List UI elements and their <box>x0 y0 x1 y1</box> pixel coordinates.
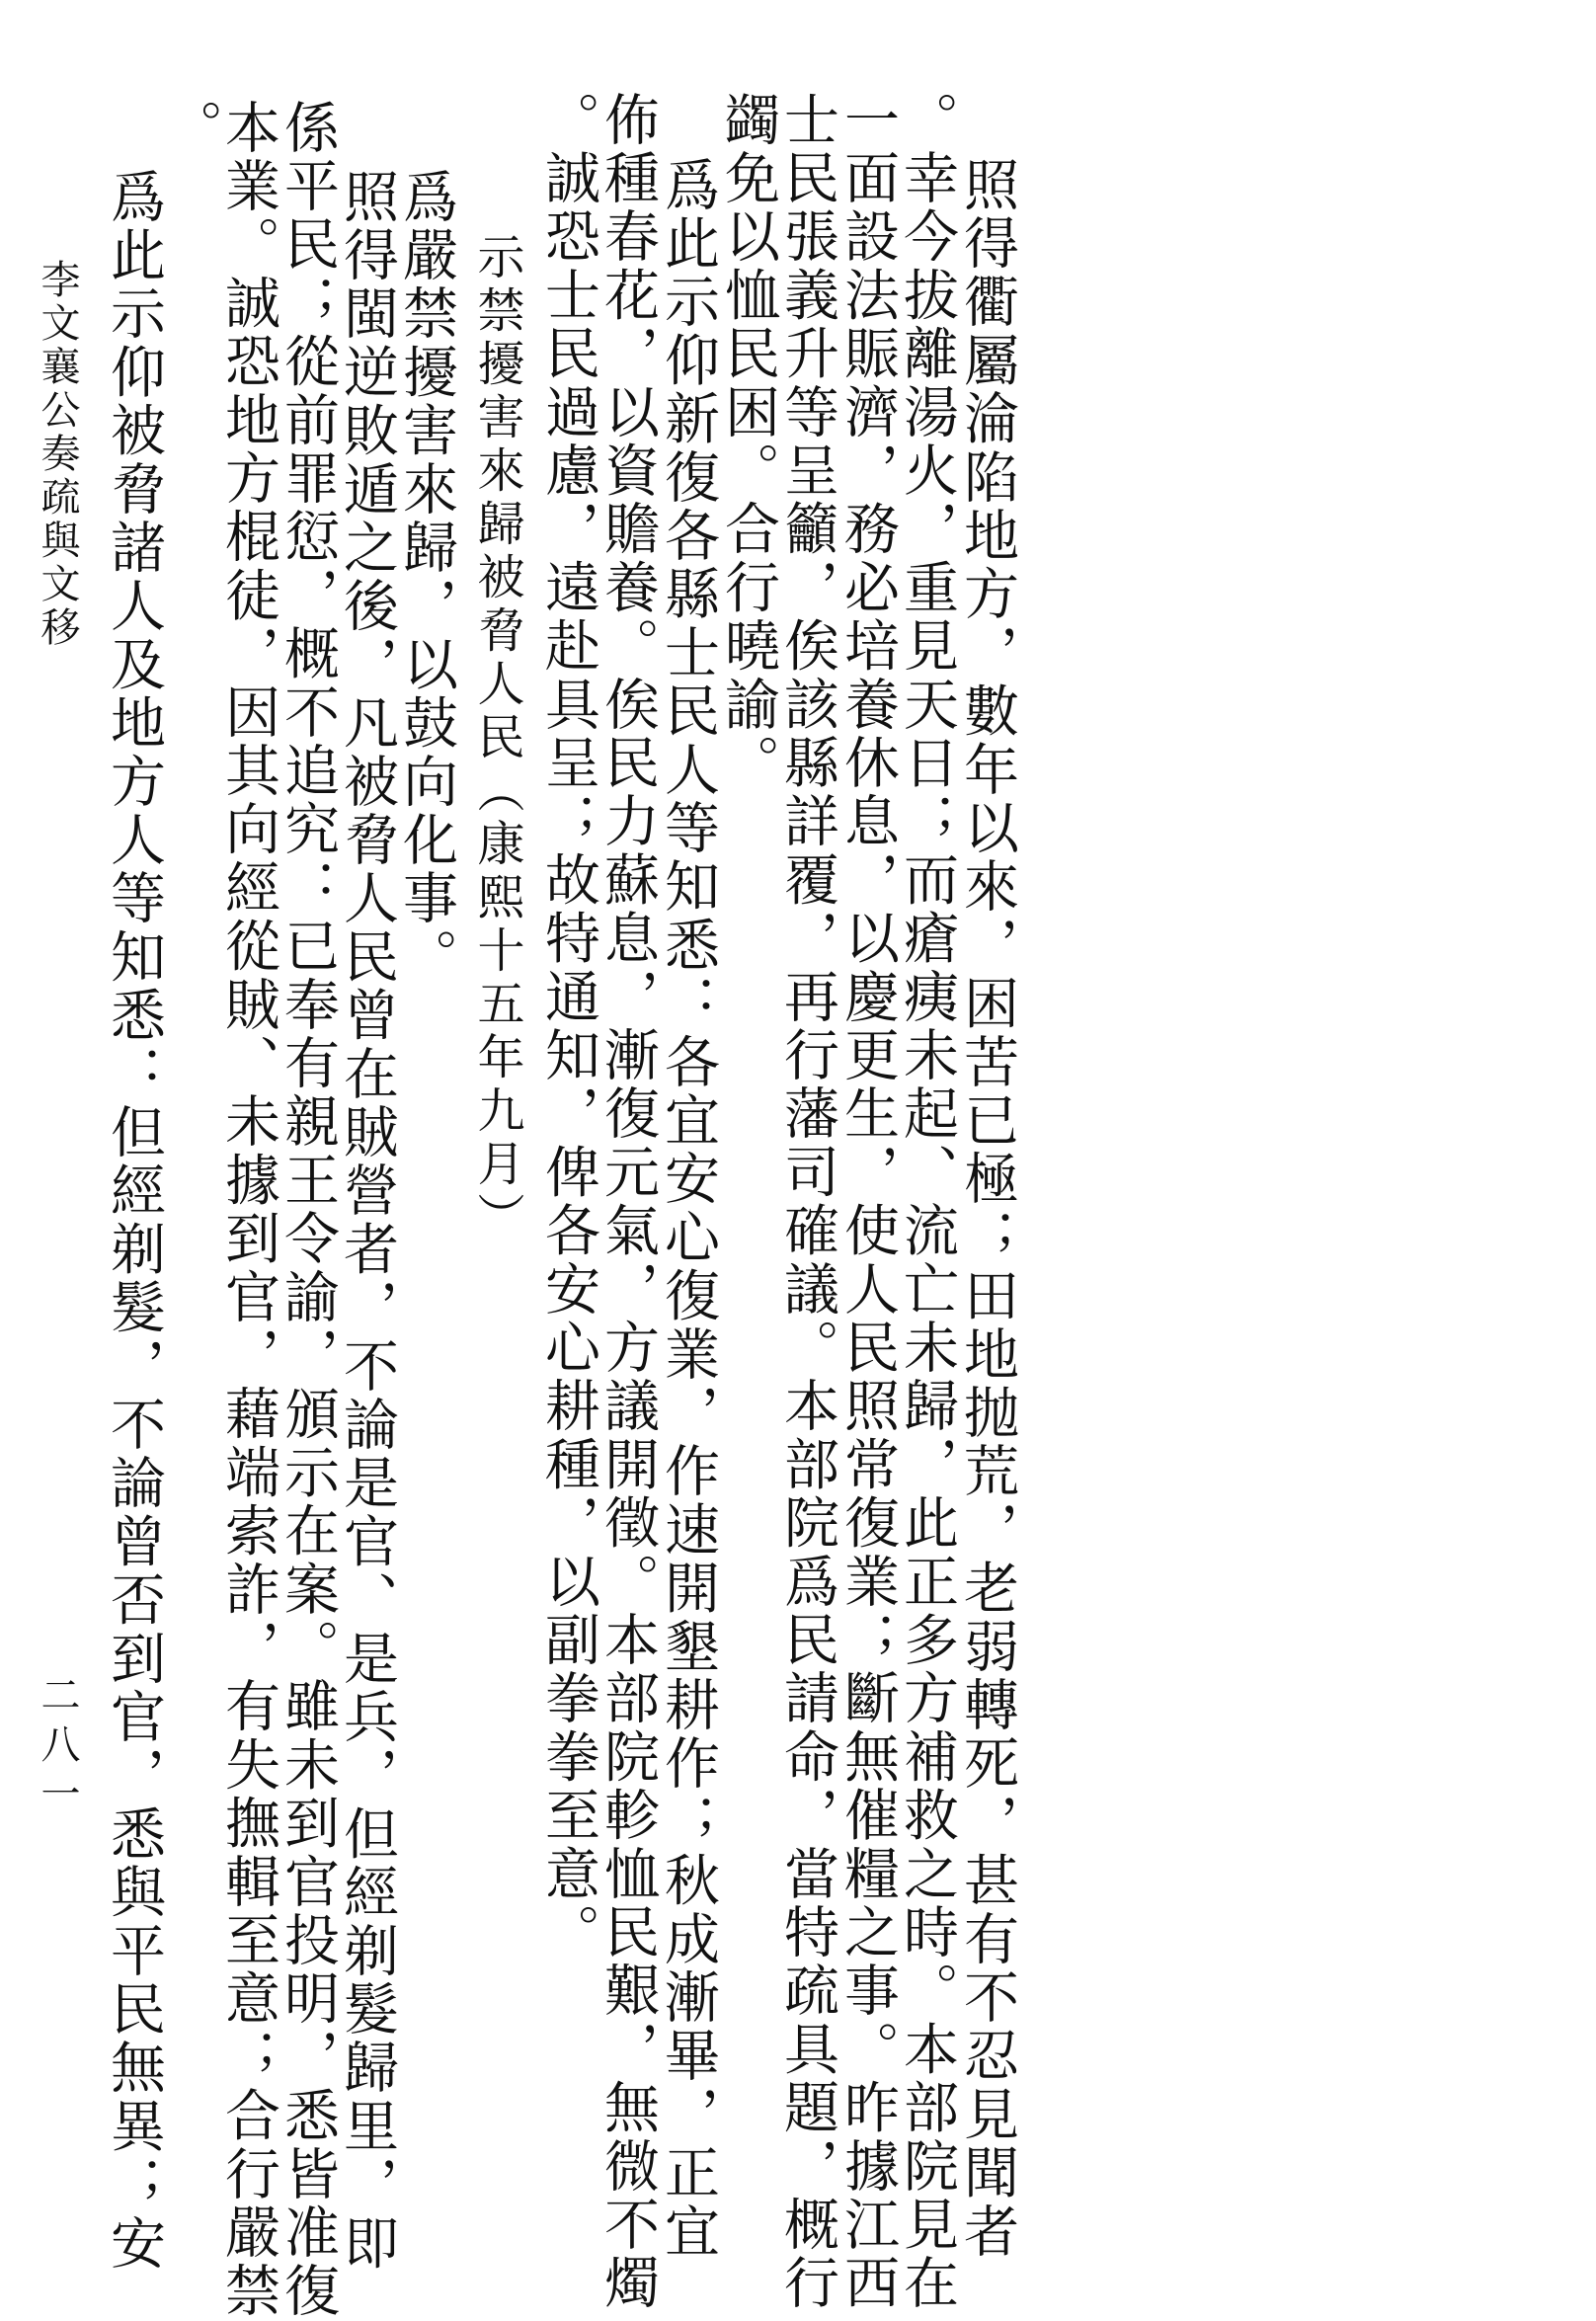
text-column-4: 士民張義升等呈籲，俟該縣詳覆，再行藩司確議。本部院爲民請命，當特疏具題，概行 <box>775 91 839 2313</box>
text-column-10: 爲嚴禁擾害來歸，以鼓向化事。 <box>394 168 458 987</box>
running-title: 李文襄公奏疏與文移 <box>35 259 80 650</box>
text-column-12: 係平民；從前罪愆，概不追究：已奉有親王令諭，頒示在案。雖未到官投明，悉皆准復 <box>276 99 340 2321</box>
text-column-11: 照得閩逆敗遁之後，凡被脅人民曾在賊營者，不論是官、是兵，但經剃髮歸里，即 <box>335 168 399 2274</box>
text-column-2: 。幸今拔離湯火，重見天日；而瘡痍未起、流亡未歸，此正多方補救之時。本部院見在 <box>895 91 959 2313</box>
text-column-1: 照得衢屬淪陷地方，數年以來，困苦已極；田地抛荒，老弱轉死，甚有不忍見聞者 <box>955 156 1019 2262</box>
section-heading: 示禁擾害來歸被脅人民（康熙十五年九月） <box>469 232 524 1245</box>
text-column-6: 爲此示仰新復各縣士民人等知悉：各宜安心復業，作速開墾耕作；秋成漸畢，正宜 <box>656 156 720 2262</box>
text-column-5: 蠲免以恤民困。合行曉諭。 <box>716 91 780 793</box>
page-number: 二八一 <box>35 1674 80 1822</box>
text-column-14: 。 <box>159 99 223 158</box>
text-column-13: 本業。誠恐地方棍徒，因其向經從賊、未據到官，藉端索詐，有失撫輯至意；合行嚴禁 <box>216 99 280 2321</box>
text-column-8: 。誠恐士民過慮，遠赴具呈；故特通知，俾各安心耕種，以副拳拳至意。 <box>536 91 600 1962</box>
text-column-3: 一面設法賑濟，務必培養休息，以慶更生，使人民照常復業；斷無催糧之事。昨據江西 <box>836 91 900 2313</box>
text-column-15: 爲此示仰被脅諸人及地方人等知悉：但經剃髮，不論曾否到官，悉與平民無異；安 <box>102 168 166 2274</box>
text-column-7: 佈種春花，以資贍養。俟民力蘇息，漸復元氣，方議開徵。本部院軫恤民艱，無微不燭 <box>596 91 660 2313</box>
